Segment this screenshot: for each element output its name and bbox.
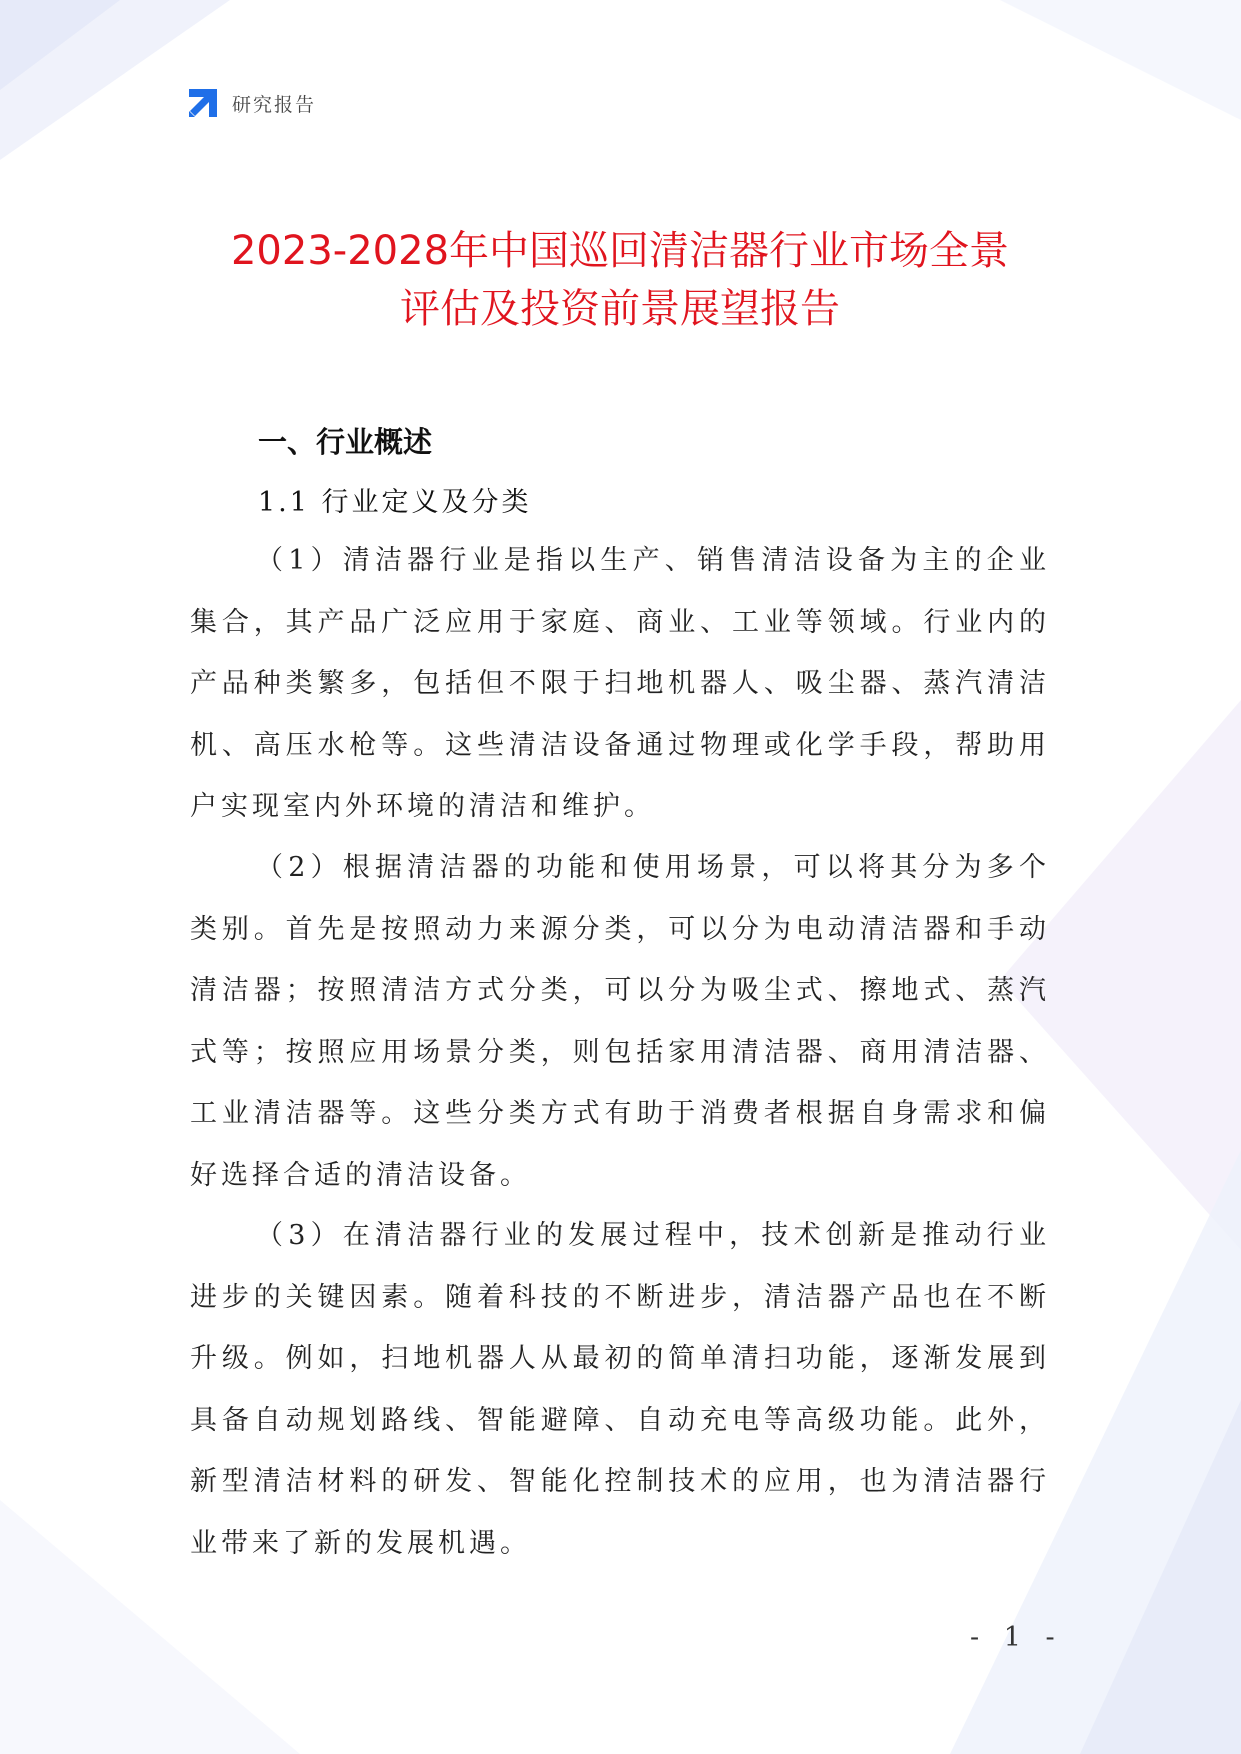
- page-number: - 1 -: [970, 1622, 1063, 1653]
- section-heading: 一、行业概述: [258, 425, 433, 459]
- paragraph-3: （3）在清洁器行业的发展过程中，技术创新是推动行业进步的关键因素。随着科技的不断进步，清洁器产品也在不断升级。例如，扫地机器人从最初的简单清扫功能，逐渐发展到具备自动规划路线、智能避障、自动充电等高级功能。此外，新型清洁材料的研发、智能化控制技术的应用，也为清洁器行业带来了新的发展机遇。: [190, 1220, 1050, 1559]
- report-header: [186, 86, 316, 120]
- header-label: 研究报告: [232, 93, 317, 116]
- title-line-2: 评估及投资前景展望报告: [400, 286, 840, 332]
- paragraph-1: （1）清洁器行业是指以生产、销售清洁设备为主的企业集合，其产品广泛应用于家庭、商业、工业等领域。行业内的产品种类繁多，包括但不限于扫地机器人、吸尘器、蒸汽清洁机、高压水枪等。这些清洁设备通过物理或化学手段，帮助用户实现室内外环境的清洁和维护。: [190, 545, 1050, 822]
- arrow-logo-icon: [186, 86, 220, 120]
- report-title: [150, 222, 1090, 338]
- subsection-heading: 1.1 行业定义及分类: [258, 487, 532, 518]
- title-line-1: 2023-2028年中国巡回清洁器行业市场全景: [230, 228, 1010, 274]
- paragraph-2: （2）根据清洁器的功能和使用场景，可以将其分为多个类别。首先是按照动力来源分类，可以分为电动清洁器和手动清洁器；按照清洁方式分类，可以分为吸尘式、擦地式、蒸汽式等；按照应用场景分类，则包括家用清洁器、商用清洁器、工业清洁器等。这些分类方式有助于消费者根据自身需求和偏好选择合适的清洁设备。: [190, 852, 1050, 1191]
